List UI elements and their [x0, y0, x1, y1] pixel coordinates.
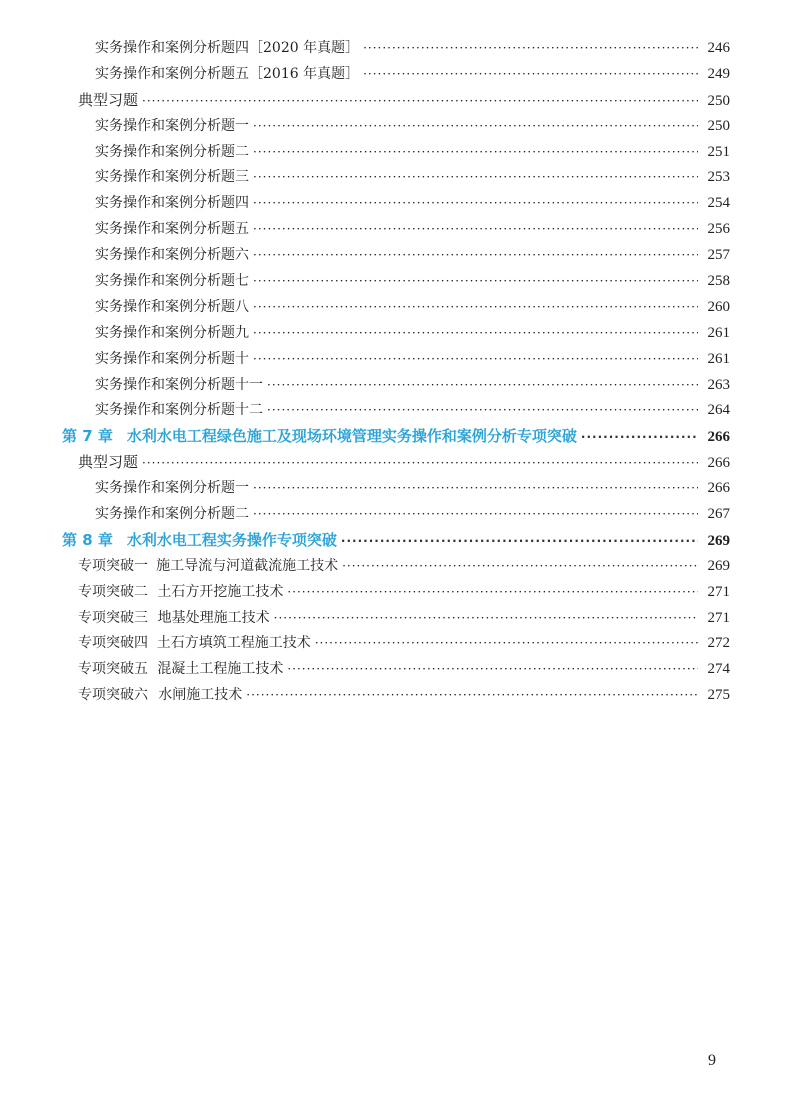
toc-entry-title: 实务操作和案例分析题一: [95, 480, 249, 497]
toc-entry[interactable]: [62, 165, 730, 191]
toc-entry-label: 专项突破五: [78, 661, 148, 678]
toc-entry-page: 261: [707, 324, 730, 341]
toc-entry[interactable]: [62, 580, 730, 606]
dot-leader: [253, 191, 698, 217]
dot-leader: [253, 217, 698, 243]
dot-leader: [363, 36, 698, 62]
dot-leader: [267, 398, 698, 424]
chapter-title: 水利水电工程绿色施工及现场环境管理实务操作和案例分析专项突破: [126, 427, 577, 446]
toc-entry-title: 实务操作和案例分析题四: [95, 195, 249, 212]
dot-leader: [341, 529, 698, 555]
toc-entry-title: 地基处理施工技术: [157, 609, 270, 626]
dot-leader: [342, 554, 698, 580]
toc-entry-page: 263: [707, 376, 730, 393]
dot-leader: [581, 425, 698, 451]
toc-entry[interactable]: [62, 191, 730, 217]
toc-entry[interactable]: [62, 554, 730, 580]
dot-leader: [253, 502, 698, 528]
toc-entry-title: 土石方开挖施工技术: [157, 583, 284, 600]
dot-leader: [287, 657, 698, 683]
toc-entry-page: 258: [707, 273, 730, 290]
toc-entry[interactable]: [62, 243, 730, 269]
toc-entry[interactable]: [62, 140, 730, 166]
dot-leader: [315, 631, 698, 657]
toc-entry[interactable]: [62, 683, 730, 709]
toc-entry-title: 实务操作和案例分析题三: [95, 169, 249, 186]
toc-entry-title: 实务操作和案例分析题二: [95, 143, 249, 160]
toc-entry-title: 水闸施工技术: [158, 687, 243, 704]
toc-entry-label: 专项突破二: [78, 583, 148, 600]
toc-entry-page: 261: [707, 350, 730, 367]
dot-leader: [287, 580, 698, 606]
toc-entry-label: 专项突破四: [78, 635, 148, 652]
toc-entry-page: 250: [707, 92, 730, 109]
toc-entry[interactable]: [62, 269, 730, 295]
toc-entry[interactable]: [62, 62, 730, 88]
toc-entry[interactable]: [62, 657, 730, 683]
toc-entry[interactable]: [62, 321, 730, 347]
toc-entry[interactable]: [62, 606, 730, 632]
toc-entry-page: 250: [707, 117, 730, 134]
dot-leader: [253, 243, 698, 269]
toc-section-title: 典型习题: [78, 453, 139, 472]
toc-entry-label: 专项突破三: [78, 609, 148, 626]
dot-leader: [253, 114, 698, 140]
toc-entry[interactable]: [62, 347, 730, 373]
toc-entry-title: 实务操作和案例分析题五［2016 年真题］: [95, 65, 360, 82]
dot-leader: [267, 373, 698, 399]
toc-entry-page: 260: [707, 298, 730, 315]
toc-entry-page: 274: [707, 661, 730, 678]
toc-entry-title: 混凝土工程施工技术: [157, 661, 284, 678]
toc-entry[interactable]: [62, 502, 730, 528]
toc-entry-page: 264: [707, 402, 730, 419]
toc-entry-title: 实务操作和案例分析题一: [95, 117, 249, 134]
toc-entry[interactable]: [62, 373, 730, 399]
toc-entry-title: 实务操作和案例分析题五: [95, 221, 249, 238]
toc-entry-title: 实务操作和案例分析题九: [95, 324, 249, 341]
toc-entry-title: 土石方填筑工程施工技术: [156, 635, 311, 652]
toc-chapter[interactable]: [62, 424, 730, 450]
chapter-number: 第 7 章: [62, 427, 113, 446]
dot-leader: [253, 165, 698, 191]
toc-entry-page: 269: [707, 557, 730, 574]
toc-section[interactable]: [62, 450, 730, 476]
dot-leader: [274, 606, 698, 632]
toc-chapter[interactable]: [62, 528, 730, 554]
toc-entry-title: 施工导流与河道截流施工技术: [156, 557, 339, 574]
dot-leader: [253, 269, 698, 295]
toc-entry-page: 269: [707, 532, 730, 549]
dot-leader: [253, 347, 698, 373]
toc-entry-page: 249: [707, 65, 730, 82]
dot-leader: [142, 89, 698, 115]
toc-entry-title: 实务操作和案例分析题十: [95, 350, 249, 367]
toc-entry-label: 专项突破一: [78, 557, 148, 574]
toc-entry[interactable]: [62, 631, 730, 657]
chapter-title: 水利水电工程实务操作专项突破: [126, 530, 337, 549]
toc-entry-label: 专项突破六: [78, 687, 148, 704]
toc-entry[interactable]: [62, 398, 730, 424]
toc-entry-title: 实务操作和案例分析题四［2020 年真题］: [95, 40, 360, 56]
dot-leader: [142, 451, 698, 477]
toc-entry-title: 实务操作和案例分析题二: [95, 506, 249, 523]
toc-entry-page: 271: [707, 583, 730, 600]
toc-entry[interactable]: [62, 114, 730, 140]
toc-entry-page: 253: [707, 169, 730, 186]
toc-entry-title: 实务操作和案例分析题七: [95, 273, 249, 290]
dot-leader: [253, 140, 698, 166]
toc-entry-page: 267: [707, 506, 730, 523]
toc-entry-page: 266: [707, 429, 730, 446]
toc-entry-page: 254: [707, 195, 730, 212]
toc-section[interactable]: [62, 88, 730, 114]
dot-leader: [253, 295, 698, 321]
toc-entry[interactable]: [62, 217, 730, 243]
table-of-contents: [62, 36, 730, 709]
toc-entry-title: 实务操作和案例分析题八: [95, 298, 249, 315]
toc-entry-page: 251: [707, 143, 730, 160]
toc-entry-title: 实务操作和案例分析题十一: [95, 376, 263, 393]
toc-entry-page: 256: [707, 221, 730, 238]
toc-entry[interactable]: [62, 36, 730, 62]
dot-leader: [253, 321, 698, 347]
dot-leader: [246, 683, 698, 709]
dot-leader: [253, 476, 698, 502]
toc-entry-page: 257: [707, 247, 730, 264]
toc-entry[interactable]: [62, 476, 730, 502]
toc-entry[interactable]: [62, 295, 730, 321]
toc-entry-page: 266: [707, 480, 730, 497]
toc-entry-page: 266: [707, 455, 730, 472]
toc-entry-page: 246: [707, 40, 730, 56]
page-number: 9: [708, 1052, 716, 1069]
chapter-number: 第 8 章: [62, 530, 113, 549]
toc-entry-page: 275: [707, 687, 730, 704]
toc-entry-page: 272: [707, 635, 730, 652]
toc-entry-title: 实务操作和案例分析题六: [95, 247, 249, 264]
toc-section-title: 典型习题: [78, 90, 139, 109]
toc-entry-page: 271: [707, 609, 730, 626]
dot-leader: [363, 62, 698, 88]
toc-entry-title: 实务操作和案例分析题十二: [95, 402, 263, 419]
